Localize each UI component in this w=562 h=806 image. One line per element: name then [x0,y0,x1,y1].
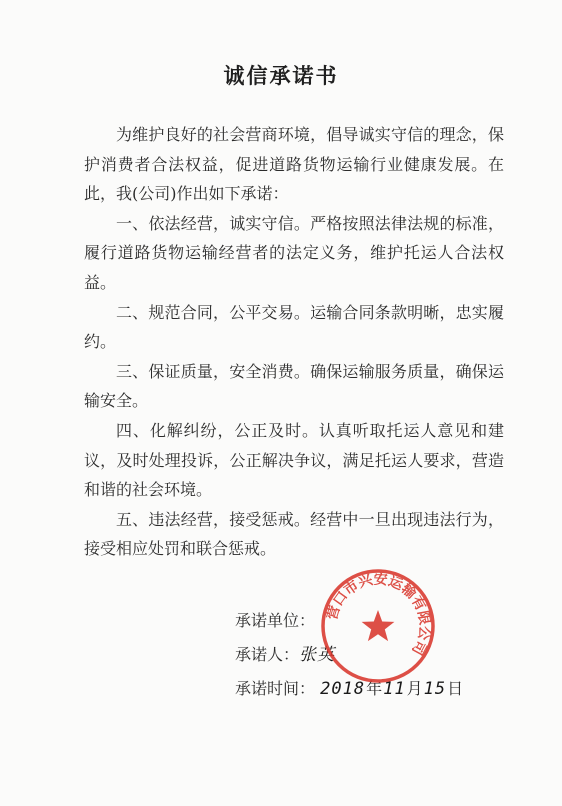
date-year: 2018 [320,679,366,699]
year-char: 年 [366,679,383,698]
day-char: 日 [447,679,464,698]
handwritten-signature: 张英 [299,645,336,665]
document-title: 诚信承诺书 [223,64,339,88]
paragraph-commitment-5: 五、违法经营，接受惩戒。经营中一旦出现违法行为，接受相应处罚和联合惩戒。 [84,509,504,559]
date-month: 11 [383,679,406,699]
month-char: 月 [406,679,423,698]
document-body [84,120,504,564]
paragraph-commitment-4: 四、化解纠纷，公正及时。认真听取托运人意见和建议，及时处理投诉，公正解决争议，满足托运人要求，营造和谐的社会环境。 [84,420,504,500]
paragraph-commitment-1: 一、依法经营，诚实守信。严格按照法律法规的标准，履行道路货物运输经营者的法定义务，维护托运人合法权益。 [84,213,504,292]
unit-label: 承诺单位： [235,611,316,630]
person-label: 承诺人： [235,645,300,664]
seal-text: 营口市兴安运输有限公司 [324,571,433,658]
date-day: 15 [423,679,447,699]
paragraph-commitment-3: 三、保证质量，安全消费。确保运输服务质量，确保运输安全。 [84,361,504,411]
time-label: 承诺时间： [235,679,316,698]
paragraph-commitment-2: 二、规范合同，公平交易。运输合同条款明晰，忠实履约。 [84,302,504,352]
paragraph-intro: 为维护良好的社会营商环境，倡导诚实守信的理念，保护消费者合法权益，促进道路货物运输行业健康发展。在此，我(公司)作出如下承诺： [84,125,504,204]
seal-star-icon [362,610,395,641]
company-seal-stamp [318,566,438,686]
